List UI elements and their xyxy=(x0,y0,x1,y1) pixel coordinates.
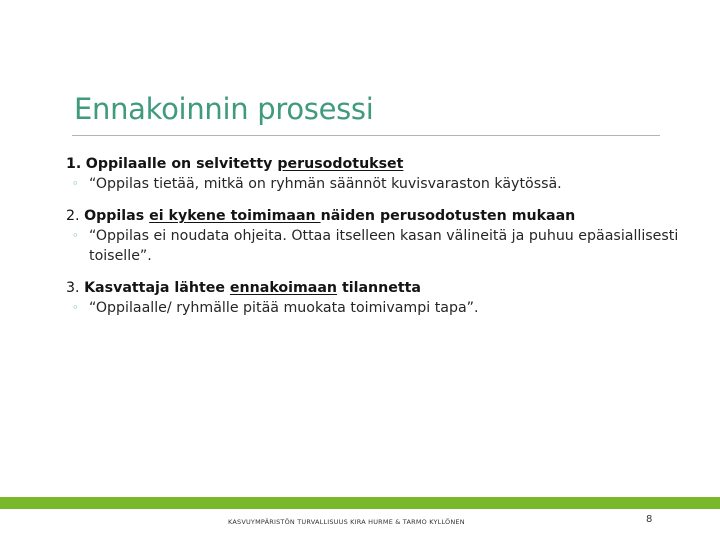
item-2-number: 2. xyxy=(66,208,80,224)
slide-title: Ennakoinnin prosessi xyxy=(74,92,374,126)
item-3-heading xyxy=(66,278,706,298)
footer-text: KASVUYMPÄRISTÖN TURVALLISUUS KIRA HURME & TARMO KYLLÖNEN xyxy=(228,518,465,526)
item-2-underlined: ei kykene toimimaan xyxy=(149,208,321,224)
item-3-text: Kasvattaja lähtee xyxy=(84,280,230,296)
list-item-1 xyxy=(66,154,706,194)
item-3-number: 3. xyxy=(66,280,80,296)
item-1-heading xyxy=(66,154,706,174)
list-item-2 xyxy=(66,206,706,266)
bullet-icon: ◦ xyxy=(72,229,79,242)
item-3-subtext: “Oppilaalle/ ryhmälle pitää muokata toimivampi tapa”. xyxy=(89,300,479,316)
item-2-subpoint xyxy=(66,226,709,266)
bullet-icon: ◦ xyxy=(72,177,79,190)
item-2-text: Oppilas xyxy=(84,208,150,224)
page-number: 8 xyxy=(646,514,653,525)
item-1-subpoint xyxy=(66,174,709,194)
item-2-text-end: näiden perusodotusten mukaan xyxy=(320,208,576,224)
list-item-3 xyxy=(66,278,706,318)
item-1-number: 1. xyxy=(66,156,82,172)
item-2-subtext: “Oppilas ei noudata ohjeita. Ottaa itselleen kasan välineitä ja puhuu epäasiallisesti toiselle”. xyxy=(89,228,679,264)
item-3-subpoint xyxy=(66,298,709,318)
content-list xyxy=(66,154,706,318)
item-3-text-end: tilannetta xyxy=(337,280,421,296)
item-3-underlined: ennakoimaan xyxy=(229,280,338,296)
item-1-underlined: perusodotukset xyxy=(277,156,404,172)
item-2-heading xyxy=(66,206,706,226)
bullet-icon: ◦ xyxy=(72,301,79,314)
item-1-subtext: “Oppilas tietää, mitkä on ryhmän säännöt kuvisvaraston käytössä. xyxy=(89,176,562,192)
title-divider xyxy=(72,135,660,136)
item-1-text: Oppilaalle on selvitetty xyxy=(85,156,278,172)
